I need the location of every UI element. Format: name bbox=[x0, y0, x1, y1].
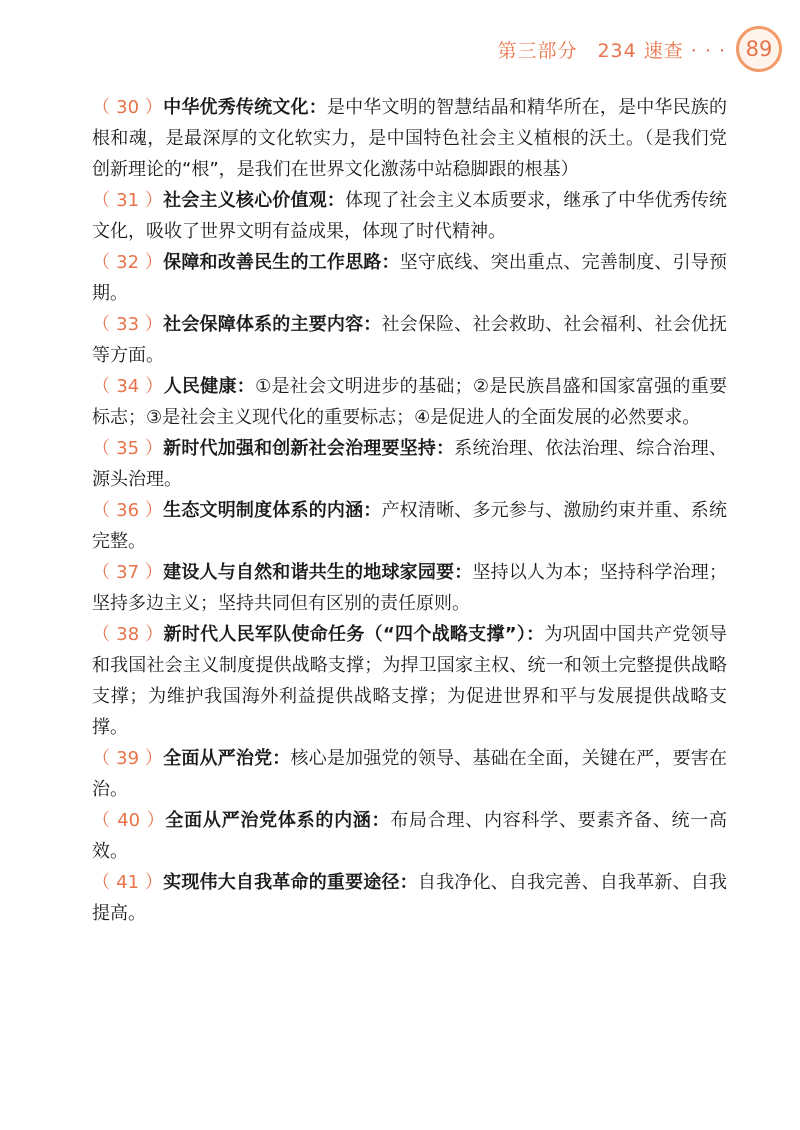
entry-40 bbox=[92, 805, 727, 867]
entry-term: 全面从严治党： bbox=[163, 748, 291, 769]
entry-body: 体现了社会主义本质要求，继承了中华优秀传统文化，吸收了世界文明有益成果，体现了时代精神。 bbox=[92, 190, 727, 242]
entry-number: （ 37 ） bbox=[92, 562, 164, 583]
entry-body: 为巩固中国共产党领导和我国社会主义制度提供战略支撑；为捍卫国家主权、统一和领土完整提供战略支撑；为维护我国海外利益提供战略支撑；为促进世界和平与发展提供战略支撑。 bbox=[92, 624, 727, 738]
entry-term: 社会保障体系的主要内容： bbox=[163, 314, 382, 335]
entry-body: 核心是加强党的领导、基础在全面，关键在严，要害在治。 bbox=[92, 748, 728, 800]
entry-body: ①是社会文明进步的基础；②是民族昌盛和国家富强的重要标志；③是社会主义现代化的重要标志；④是促进人的全面发展的必然要求。 bbox=[92, 376, 727, 428]
entry-body: 自我净化、自我完善、自我革新、自我提高。 bbox=[92, 872, 727, 924]
entry-term: 新时代加强和创新社会治理要坚持： bbox=[163, 438, 455, 459]
entry-term: 保障和改善民生的工作思路： bbox=[163, 252, 400, 273]
entry-number: （ 33 ） bbox=[92, 314, 164, 335]
entry-35 bbox=[92, 433, 727, 495]
entry-list bbox=[92, 92, 727, 929]
page-number-badge bbox=[736, 26, 782, 72]
entry-41 bbox=[92, 867, 727, 929]
entry-body: 社会保险、社会救助、社会福利、社会优抚等方面。 bbox=[92, 314, 727, 366]
entry-number: （ 32 ） bbox=[92, 252, 164, 273]
entry-number: （ 36 ） bbox=[92, 500, 164, 521]
entry-body: 产权清晰、多元参与、激励约束并重、系统完整。 bbox=[92, 500, 727, 552]
entry-term: 社会主义核心价值观： bbox=[163, 190, 346, 211]
entry-body: 布局合理、内容科学、要素齐备、统一高效。 bbox=[92, 810, 728, 862]
entry-30 bbox=[92, 92, 727, 185]
section-title: 第三部分 234 速查 · · · bbox=[497, 39, 726, 62]
entry-37 bbox=[92, 557, 727, 619]
entry-term: 中华优秀传统文化： bbox=[163, 97, 327, 118]
entry-body: 是中华文明的智慧结晶和精华所在，是中华民族的根和魂，是最深厚的文化软实力，是中国特色社会主义植根的沃土。（是我们党创新理论的“根”，是我们在世界文化激荡中站稳脚跟的根基） bbox=[92, 97, 728, 180]
entry-term: 新时代人民军队使命任务（“四个战略支撑”）： bbox=[163, 624, 545, 645]
entry-38 bbox=[92, 619, 727, 743]
entry-body: 系统治理、依法治理、综合治理、源头治理。 bbox=[92, 438, 727, 490]
entry-number: （ 35 ） bbox=[92, 438, 164, 459]
entry-body: 坚持以人为本；坚持科学治理；坚持多边主义；坚持共同但有区别的责任原则。 bbox=[92, 562, 728, 614]
entry-number: （ 31 ） bbox=[92, 190, 164, 211]
entry-term: 实现伟大自我革命的重要途径： bbox=[163, 872, 418, 893]
entry-term: 人民健康： bbox=[163, 376, 256, 397]
entry-31 bbox=[92, 185, 727, 247]
entry-term: 全面从严治党体系的内涵： bbox=[165, 810, 391, 831]
entry-number: （ 34 ） bbox=[92, 376, 164, 397]
page-header bbox=[497, 22, 782, 76]
entry-body: 坚守底线、突出重点、完善制度、引导预期。 bbox=[92, 252, 728, 304]
page-number: 89 bbox=[745, 37, 773, 61]
entry-number: （ 38 ） bbox=[92, 624, 164, 645]
entry-34 bbox=[92, 371, 727, 433]
entry-number: （ 41 ） bbox=[92, 872, 164, 893]
entry-36 bbox=[92, 495, 727, 557]
entry-39 bbox=[92, 743, 727, 805]
entry-32 bbox=[92, 247, 727, 309]
entry-term: 建设人与自然和谐共生的地球家园要： bbox=[163, 562, 473, 583]
entry-33 bbox=[92, 309, 727, 371]
entry-number: （ 39 ） bbox=[92, 748, 164, 769]
entry-number: （ 30 ） bbox=[92, 97, 164, 118]
entry-term: 生态文明制度体系的内涵： bbox=[163, 500, 382, 521]
entry-number: （ 40 ） bbox=[92, 810, 166, 831]
